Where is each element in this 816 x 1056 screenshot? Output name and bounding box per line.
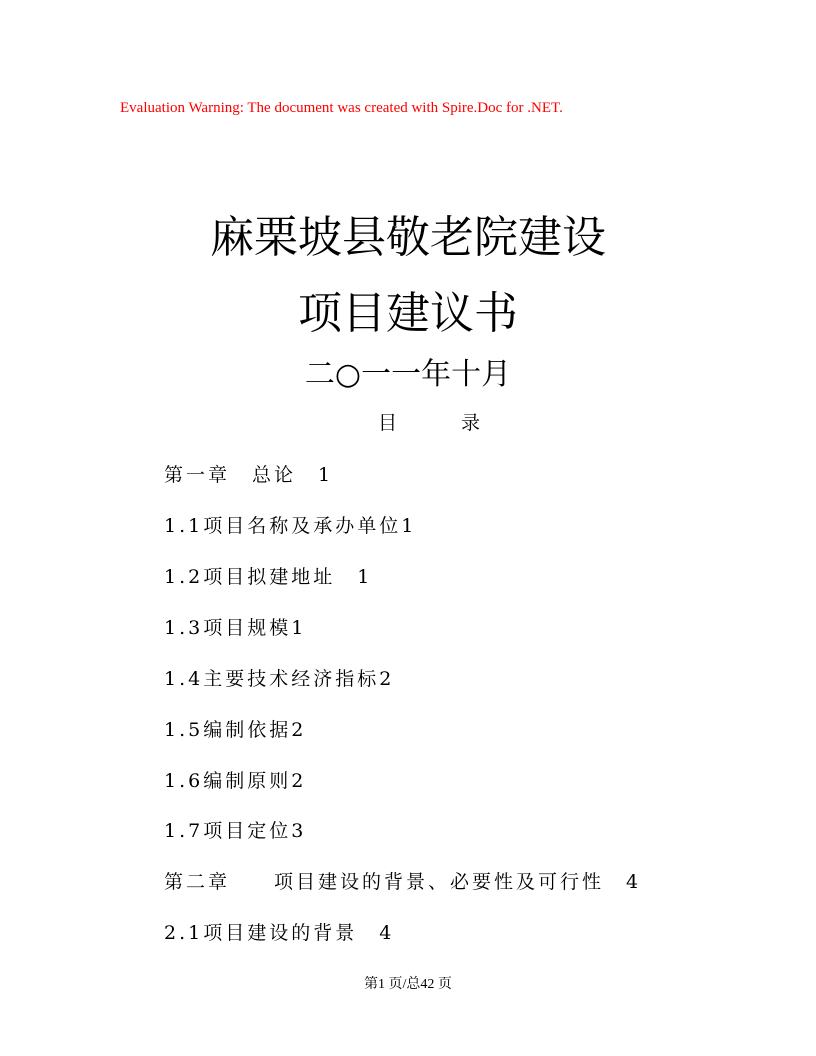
toc-item-1-2[interactable]: 1.2项目拟建地址 1 bbox=[164, 566, 373, 588]
toc-item-1-5[interactable]: 1.5编制依据2 bbox=[164, 719, 307, 741]
toc-item-1-3[interactable]: 1.3项目规模1 bbox=[164, 617, 307, 639]
toc-item-2-1[interactable]: 2.1项目建设的背景 4 bbox=[164, 922, 395, 944]
toc-heading: 目录 bbox=[378, 412, 545, 434]
document-title-line-1: 麻栗坡县敬老院建设 bbox=[210, 212, 606, 263]
document-date: 二○一一年十月 bbox=[304, 357, 512, 392]
page-footer: 第1 页/总42 页 bbox=[364, 977, 452, 992]
toc-item-1-1[interactable]: 1.1项目名称及承办单位1 bbox=[164, 515, 417, 537]
toc-item-1-4[interactable]: 1.4主要技术经济指标2 bbox=[164, 668, 395, 690]
document-title-line-2: 项目建议书 bbox=[298, 288, 518, 339]
toc-item-chapter-1[interactable]: 第一章 总论 1 bbox=[164, 464, 334, 486]
toc-item-1-7[interactable]: 1.7项目定位3 bbox=[164, 820, 307, 842]
evaluation-warning: Evaluation Warning: The document was created with Spire.Doc for .NET. bbox=[120, 100, 563, 116]
toc-item-chapter-2[interactable]: 第二章 项目建设的背景、必要性及可行性 4 bbox=[164, 871, 642, 893]
toc-item-1-6[interactable]: 1.6编制原则2 bbox=[164, 770, 307, 792]
